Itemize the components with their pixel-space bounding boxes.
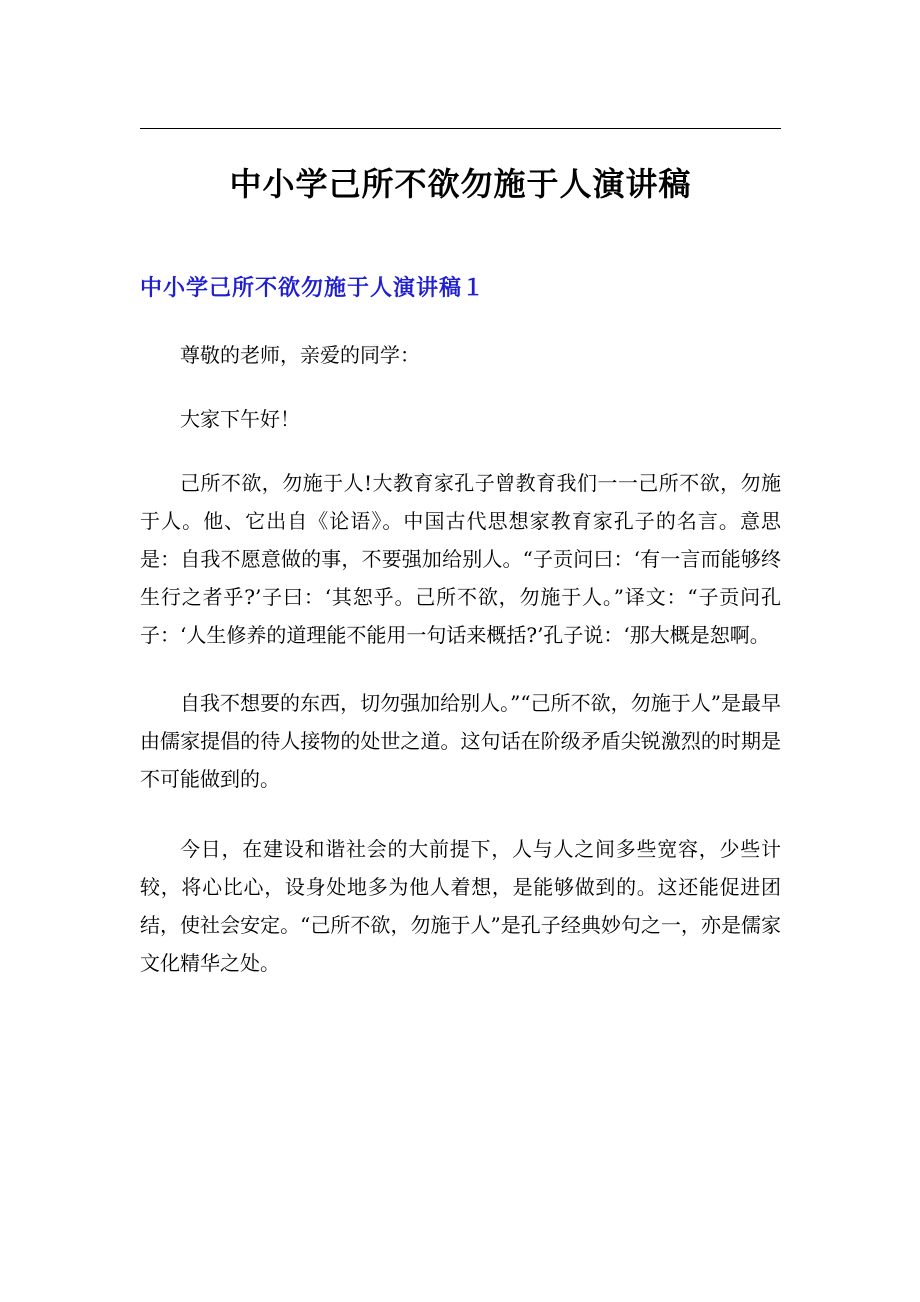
body-paragraph: 己所不欲，勿施于人!大教育家孔子曾教育我们一一己所不欲，勿施于人。他、它出自《论语》。中国古代思想家教育家孔子的名言。意思是：自我不愿意做的事，不要强加给别人。“子贡问曰：‘有一言而能够终生行之者乎?’子曰：‘其恕乎。己所不欲，勿施于人。”译文：“子贡问孔子：‘人生修养的道理能不能用一句话来概括?’孔子说：‘那大概是恕啊。 [140, 471, 781, 647]
section-heading: 中小学己所不欲勿施于人演讲稿１ [140, 275, 486, 301]
document-body [140, 336, 781, 982]
header-rule [140, 128, 781, 129]
body-paragraph: 今日，在建设和谐社会的大前提下，人与人之间多些宽容，少些计较，将心比心，设身处地多为他人着想，是能够做到的。这还能促进团结，使社会安定。“己所不欲，勿施于人”是孔子经典妙句之一，亦是儒家文化精华之处。 [140, 837, 781, 975]
greeting-paragraph: 大家下午好！ [180, 407, 300, 431]
salutation-paragraph: 尊敬的老师，亲爱的同学： [180, 343, 420, 367]
document-title: 中小学己所不欲勿施于人演讲稿 [229, 165, 692, 203]
body-paragraph: 自我不想要的东西，切勿强加给别人。”“己所不欲，勿施于人”是最早由儒家提倡的待人接物的处世之道。这句话在阶级矛盾尖锐激烈的时期是不可能做到的。 [140, 691, 781, 791]
